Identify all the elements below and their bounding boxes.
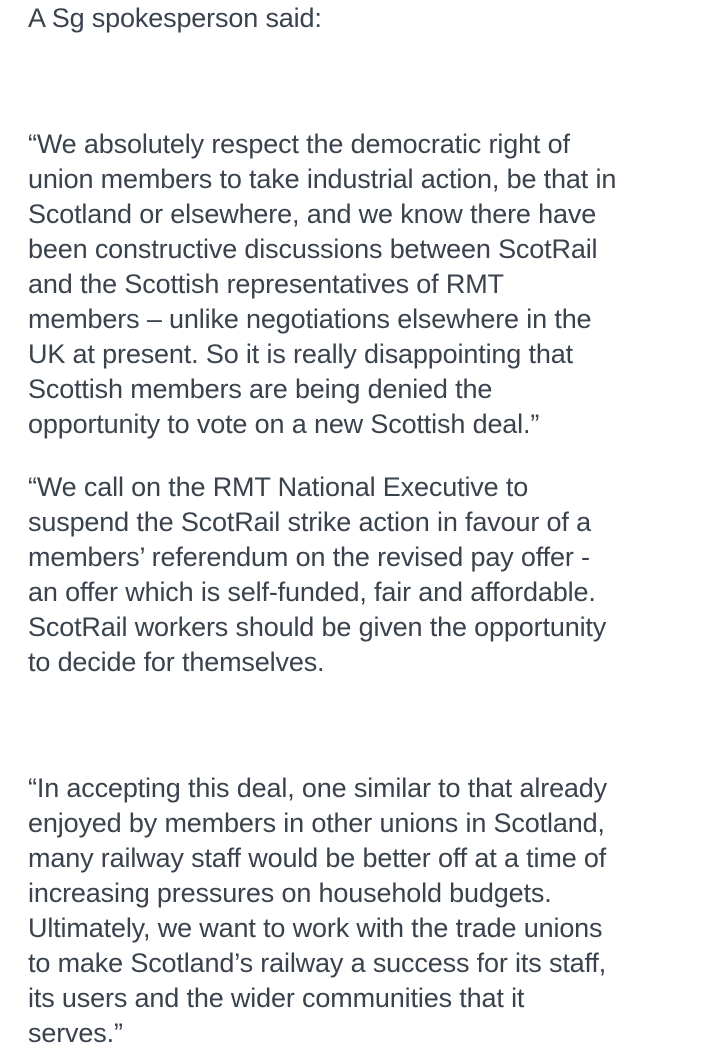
text-line: serves.” xyxy=(28,1018,123,1048)
text-line: ScotRail workers should be given the opportunity xyxy=(28,612,607,642)
text-line: been constructive discussions between ScotRail xyxy=(28,234,598,264)
text-line: Scotland or elsewhere, and we know there have xyxy=(28,199,597,229)
text-line: its users and the wider communities that it xyxy=(28,983,525,1013)
text-line: suspend the ScotRail strike action in favour of a xyxy=(28,507,591,537)
text-line: Scottish members are being denied the xyxy=(28,374,493,404)
text-line: increasing pressures on household budgets. xyxy=(28,878,552,908)
text-line: to make Scotland’s railway a success for its staff, xyxy=(28,948,607,978)
text-line: UK at present. So it is really disappointing that xyxy=(28,339,573,369)
text-line: to decide for themselves. xyxy=(28,647,325,677)
text-line: union members to take industrial action, be that in xyxy=(28,164,617,194)
text-line: enjoyed by members in other unions in Scotland, xyxy=(28,808,605,838)
text-line: A Sg spokesperson said: xyxy=(28,3,322,33)
text-line: and the Scottish representatives of RMT xyxy=(28,269,504,299)
text-line: Ultimately, we want to work with the trade unions xyxy=(28,913,603,943)
text-line: members’ referendum on the revised pay offer - xyxy=(28,542,590,572)
text-line: an offer which is self-funded, fair and affordable. xyxy=(28,577,596,607)
text-line: “We call on the RMT National Executive to xyxy=(28,472,529,502)
quote-paragraph-2 xyxy=(28,470,606,680)
text-line: opportunity to vote on a new Scottish deal.” xyxy=(28,409,540,439)
text-line: members – unlike negotiations elsewhere in the xyxy=(28,304,592,334)
text-line: “We absolutely respect the democratic right of xyxy=(28,129,570,159)
text-line: “In accepting this deal, one similar to that already xyxy=(28,773,608,803)
quote-paragraph-1 xyxy=(28,127,616,442)
quote-paragraph-3 xyxy=(28,771,607,1051)
intro-text xyxy=(28,1,322,36)
text-line: many railway staff would be better off at a time of xyxy=(28,843,607,873)
